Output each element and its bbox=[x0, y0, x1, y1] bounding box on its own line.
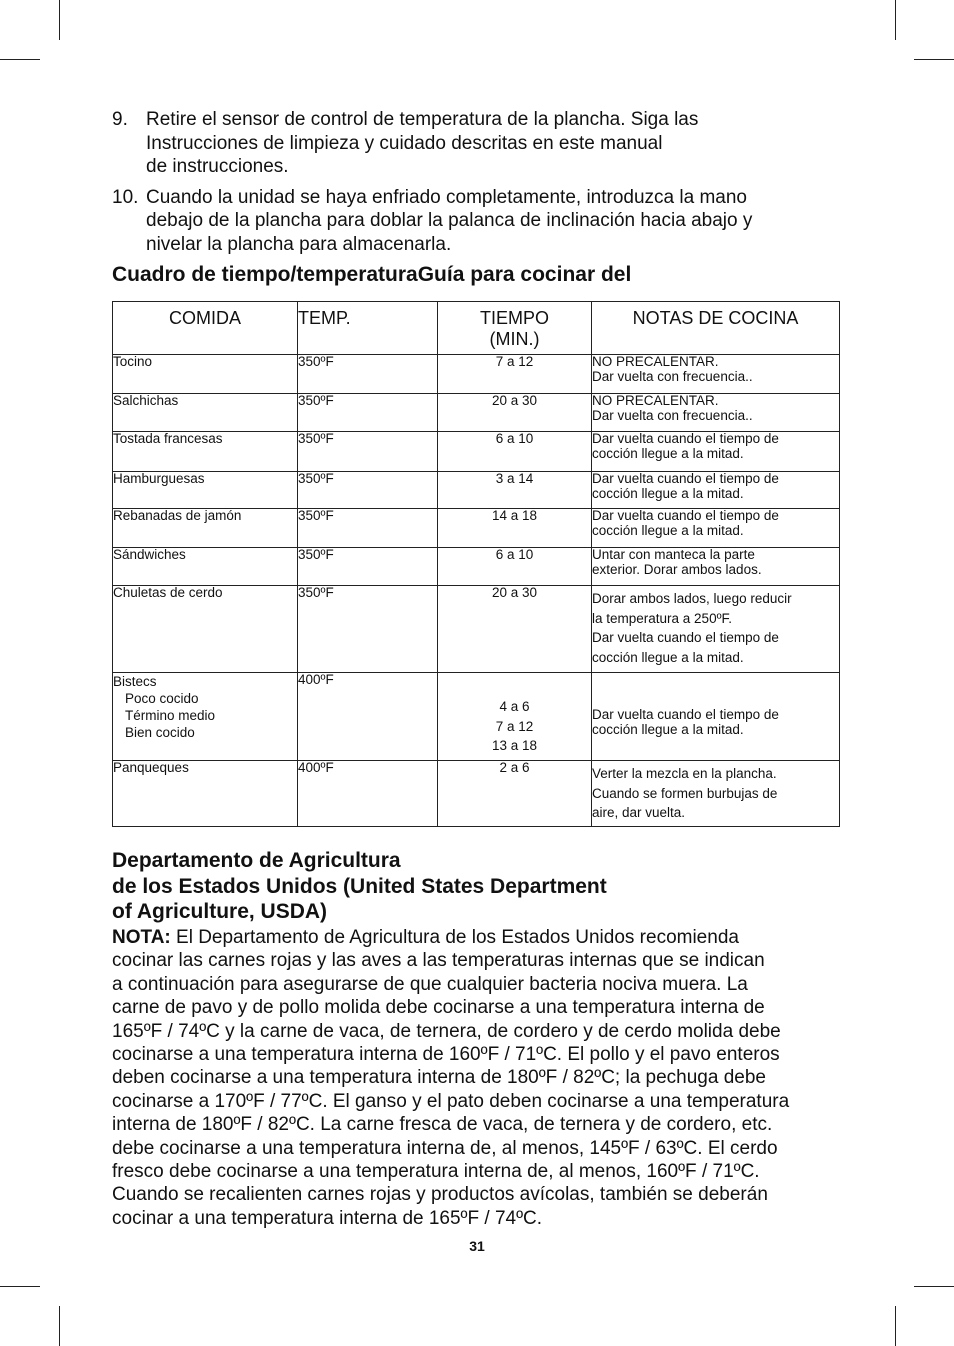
note-text: cocinarse a 170ºF / 77ºC. El ganso y el pato deben cocinarse a una temperatura bbox=[112, 1090, 790, 1112]
header-food: COMIDA bbox=[113, 302, 298, 355]
note-line: Verter la mezcla en la plancha. bbox=[592, 766, 777, 781]
table-row bbox=[113, 761, 840, 827]
crop-mark bbox=[59, 1306, 60, 1346]
note-line: NO PRECALENTAR. bbox=[592, 354, 719, 369]
table-row bbox=[113, 394, 840, 432]
table-row bbox=[113, 509, 840, 548]
note-line: cocción llegue a la mitad. bbox=[592, 485, 744, 501]
cell-food: Hamburguesas bbox=[113, 472, 298, 509]
cell-temp: 350ºF bbox=[298, 472, 438, 509]
cell-time: 20 a 30 bbox=[438, 586, 592, 673]
table-row bbox=[113, 432, 840, 472]
cell-temp: 350ºF bbox=[298, 432, 438, 472]
table-header-row bbox=[113, 302, 840, 355]
cell-food: Rebanadas de jamón bbox=[113, 509, 298, 548]
crop-mark bbox=[0, 59, 40, 60]
cell-notes bbox=[592, 355, 840, 394]
cell-notes bbox=[592, 509, 840, 548]
cell-temp: 350ºF bbox=[298, 586, 438, 673]
cell-time: 2 a 6 bbox=[438, 761, 592, 827]
cell-temp: 350ºF bbox=[298, 394, 438, 432]
note-label: NOTA: bbox=[112, 927, 171, 948]
cell-notes bbox=[592, 394, 840, 432]
cell-notes bbox=[592, 548, 840, 586]
header-notes: NOTAS DE COCINA bbox=[592, 302, 840, 355]
step-text: Instrucciones de limpieza y cuidado descritas en este manual bbox=[146, 132, 663, 154]
cell-temp: 400ºF bbox=[298, 761, 438, 827]
table-row bbox=[113, 673, 840, 761]
note-text: Cuando se recalienten carnes rojas y productos avícolas, también se deberán bbox=[112, 1184, 768, 1206]
header-time bbox=[438, 302, 592, 355]
step-text: nivelar la plancha para almacenarla. bbox=[146, 233, 452, 255]
note-text: El Departamento de Agricultura de los Estados Unidos recomienda bbox=[170, 927, 739, 948]
crop-mark bbox=[895, 1306, 896, 1346]
step-text: Cuando la unidad se haya enfriado completamente, introduzca la mano bbox=[146, 186, 747, 208]
food-subitem: Término medio bbox=[125, 708, 216, 723]
time-value: 7 a 12 bbox=[495, 718, 534, 734]
header-temp: TEMP. bbox=[298, 302, 438, 355]
cell-food: Sándwiches bbox=[113, 548, 298, 586]
chart-title: Cuadro de tiempo/temperaturaGuía para cocinar del bbox=[112, 263, 632, 286]
note-line: cocción llegue a la mitad. bbox=[592, 522, 744, 538]
cooking-chart-table bbox=[112, 301, 840, 827]
cell-time: 7 a 12 bbox=[438, 355, 592, 394]
note-line: cocción llegue a la mitad. bbox=[592, 445, 744, 461]
food-name: Bistecs bbox=[113, 674, 157, 689]
note-line: exterior. Dorar ambos lados. bbox=[592, 561, 762, 577]
note-line: Dar vuelta cuando el tiempo de bbox=[592, 707, 779, 722]
usda-title-line: Departamento de Agricultura bbox=[112, 849, 401, 872]
note-line: Dar vuelta con frecuencia.. bbox=[592, 368, 753, 384]
step-text: debajo de la plancha para doblar la palanca de inclinación hacia abajo y bbox=[146, 210, 753, 231]
note-line: Dorar ambos lados, luego reducir bbox=[592, 591, 792, 606]
usda-title bbox=[112, 848, 607, 925]
step-number: 9. bbox=[112, 109, 128, 130]
cell-time: 14 a 18 bbox=[438, 509, 592, 548]
cell-notes bbox=[592, 586, 840, 673]
cell-temp: 350ºF bbox=[298, 548, 438, 586]
header-time-line: TIEMPO bbox=[479, 308, 549, 328]
cell-notes bbox=[592, 673, 840, 761]
cell-food bbox=[113, 673, 298, 761]
note-text: a continuación para asegurarse de que cualquier bacteria nociva muera. La bbox=[112, 973, 748, 995]
cell-time: 20 a 30 bbox=[438, 394, 592, 432]
note-text: debe cocinarse a una temperatura interna de, al menos, 145ºF / 63ºC. El cerdo bbox=[112, 1137, 778, 1159]
cell-food: Chuletas de cerdo bbox=[113, 586, 298, 673]
step-number: 10. bbox=[112, 186, 139, 208]
time-value: 13 a 18 bbox=[491, 738, 538, 753]
note-text: interna de 180ºF / 82ºC. La carne fresca de vaca, de ternera y de cordero, etc. bbox=[112, 1114, 773, 1136]
cell-food: Panqueques bbox=[113, 761, 298, 827]
note-text: fresco debe cocinarse a una temperatura interna de, al menos, 160ºF / 71ºC. bbox=[112, 1161, 760, 1183]
note-text: deben cocinarse a una temperatura interna de 180ºF / 82ºC; la pechuga debe bbox=[112, 1067, 766, 1089]
note-line: Cuando se formen burbujas de bbox=[592, 785, 778, 801]
note-line: Dar vuelta cuando el tiempo de bbox=[592, 431, 779, 446]
note-line: cocción llegue a la mitad. bbox=[592, 649, 744, 665]
cell-food: Tostada francesas bbox=[113, 432, 298, 472]
note-line: Untar con manteca la parte bbox=[592, 547, 755, 562]
cell-notes bbox=[592, 761, 840, 827]
cell-time: 3 a 14 bbox=[438, 472, 592, 509]
crop-mark bbox=[59, 0, 60, 40]
cell-time: 6 a 10 bbox=[438, 548, 592, 586]
food-subitem: Bien cocido bbox=[125, 725, 195, 740]
note-line: Dar vuelta cuando el tiempo de bbox=[592, 471, 779, 486]
usda-title-line: de los Estados Unidos (United States Department bbox=[112, 874, 607, 898]
table-row bbox=[113, 548, 840, 586]
cell-food: Salchichas bbox=[113, 394, 298, 432]
note-line: Dar vuelta cuando el tiempo de bbox=[592, 508, 779, 523]
note-line: cocción llegue a la mitad. bbox=[592, 721, 744, 737]
step-text: Retire el sensor de control de temperatura de la plancha. Siga las bbox=[146, 109, 699, 130]
table-row bbox=[113, 586, 840, 673]
note-line: NO PRECALENTAR. bbox=[592, 393, 719, 408]
note-text: 165ºF / 74ºC y la carne de vaca, de ternera, de cordero y de cerdo molida debe bbox=[112, 1020, 781, 1042]
note-text: cocinar las carnes rojas y las aves a las temperaturas internas que se indican bbox=[112, 950, 765, 972]
crop-mark bbox=[0, 1286, 40, 1287]
table-row bbox=[113, 472, 840, 509]
cell-notes bbox=[592, 432, 840, 472]
table-row bbox=[113, 355, 840, 394]
cell-notes bbox=[592, 472, 840, 509]
cell-time: 6 a 10 bbox=[438, 432, 592, 472]
note-line: la temperatura a 250ºF. bbox=[592, 610, 733, 626]
note-text: carne de pavo y de pollo molida debe cocinarse a una temperatura interna de bbox=[112, 997, 765, 1019]
crop-mark bbox=[895, 0, 896, 40]
cell-temp: 400ºF bbox=[298, 673, 438, 761]
crop-mark bbox=[914, 1286, 954, 1287]
cell-temp: 350ºF bbox=[298, 509, 438, 548]
cell-temp: 350ºF bbox=[298, 355, 438, 394]
step-text: de instrucciones. bbox=[146, 156, 289, 177]
cell-food: Tocino bbox=[113, 355, 298, 394]
note-line: Dar vuelta con frecuencia.. bbox=[592, 407, 753, 423]
page-number: 31 bbox=[469, 1238, 485, 1254]
crop-mark bbox=[914, 59, 954, 60]
usda-note-paragraph bbox=[112, 926, 842, 1230]
note-text: cocinar a una temperatura interna de 165ºF / 74ºC. bbox=[112, 1207, 543, 1229]
note-line: aire, dar vuelta. bbox=[592, 805, 686, 820]
food-subitem: Poco cocido bbox=[125, 691, 199, 706]
note-line: Dar vuelta cuando el tiempo de bbox=[592, 630, 779, 645]
header-time-line: (MIN.) bbox=[489, 329, 540, 349]
instruction-steps bbox=[112, 108, 842, 263]
cell-time bbox=[438, 673, 592, 761]
step-9 bbox=[112, 108, 842, 179]
usda-title-line: of Agriculture, USDA) bbox=[112, 900, 328, 923]
step-10 bbox=[112, 186, 842, 257]
note-text: cocinarse a una temperatura interna de 160ºF / 71ºC. El pollo y el pavo enteros bbox=[112, 1044, 780, 1066]
time-value: 4 a 6 bbox=[499, 699, 530, 714]
